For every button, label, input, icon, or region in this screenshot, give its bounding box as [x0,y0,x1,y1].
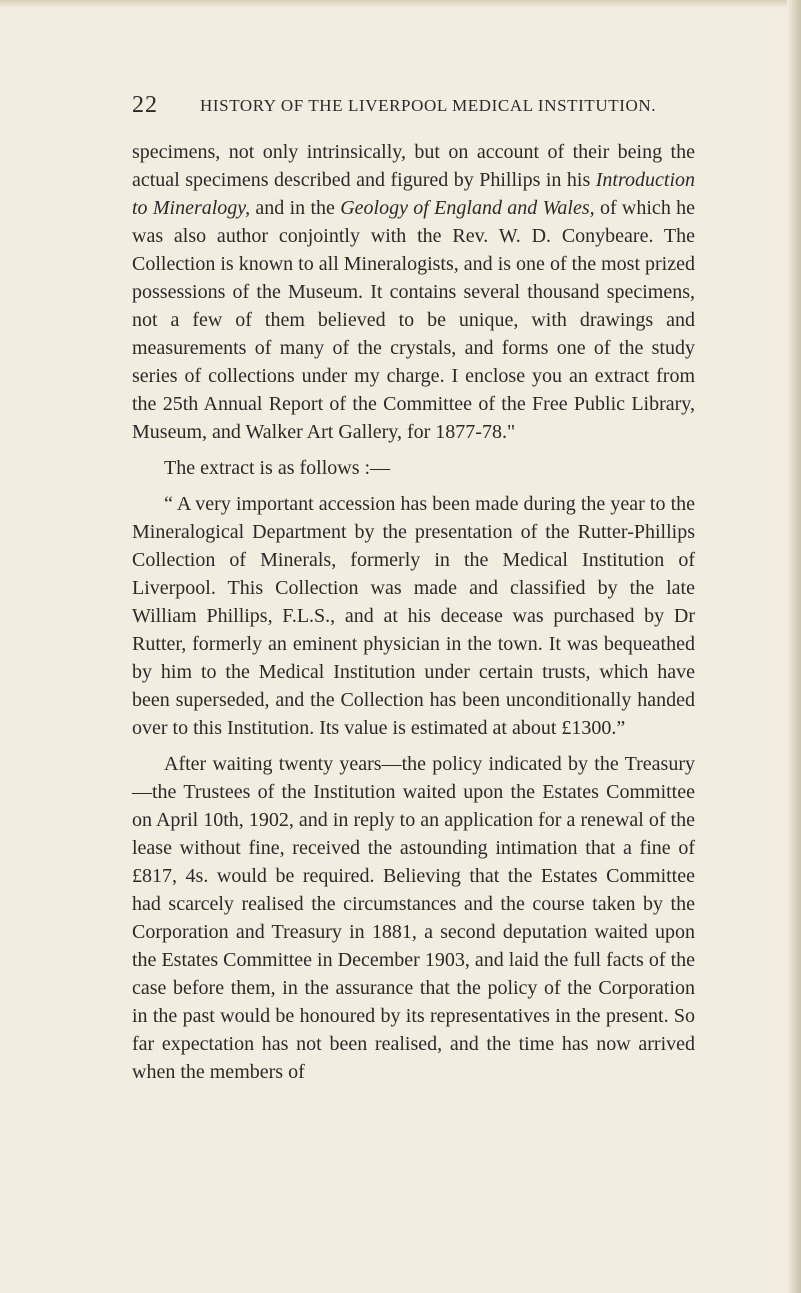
page-header [132,92,672,122]
paragraph-1 [132,138,695,446]
page-number: 22 [132,92,158,118]
paragraph-3-quote: “ A very important accession has been made during the year to the Mineralogical Department by the presentation of the Rutter-Phillips Collection of Minerals, formerly in the Medical Institution of Liverpool. This Collection was made and classified by the late William Phillips, F.L.S., and at his decease was purchased by Dr Rutter, formerly an eminent physician in the town. It was bequeathed by him to the Medical Institution under certain trusts, which have been superseded, and the Collection has been unconditionally handed over to this Institution. Its value is estimated at about £1300.” [132,493,695,739]
paragraph-1-text-c: and in the [250,197,341,219]
paragraph-1-text-a: specimens, not only intrinsically, but on account of their being the actual specimens described and figured by Phillips in his [132,141,695,191]
running-title: HISTORY OF THE LIVERPOOL MEDICAL INSTITUTION. [200,96,657,115]
book-title-mineralogy: Introduction to Mineralogy, [132,169,695,219]
page-edge-shadow [787,0,801,1293]
book-title-geology: Geology of England and Wales, [340,197,595,219]
paragraph-2: The extract is as follows :— [164,457,391,479]
body-text [132,138,695,1086]
paragraph-1-text-e: of which he was also author conjointly with the Rev. W. D. Conybeare. The Collection is known to all Mineralogists, and is one of the most prized possessions of the Museum. It contains several thousand specimens, not a few of them believed to be unique, with drawings and measurements of many of the crystals, and forms one of the study series of collections under my charge. I enclose you an extract from the 25th Annual Report of the Committee of the Free Public Library, Museum, and Walker Art Gallery, for 1877-78." [132,197,696,443]
paragraph-4: After waiting twenty years—the policy indicated by the Treasury—the Trustees of the Institution waited upon the Estates Committee on April 10th, 1902, and in reply to an application for a renewal of the lease without fine, received the astounding intimation that a fine of £817, 4s. would be required. Believing that the Estates Committee had scarcely realised the circumstances and the course taken by the Corporation and Treasury in 1881, a second deputation waited upon the Estates Committee in December 1903, and laid the full facts of the case before them, in the assurance that the policy of the Corporation in the past would be honoured by its representatives in the present. So far expectation has not been realised, and the time has now arrived when the members of [132,753,695,1083]
page-top-edge [0,0,801,8]
